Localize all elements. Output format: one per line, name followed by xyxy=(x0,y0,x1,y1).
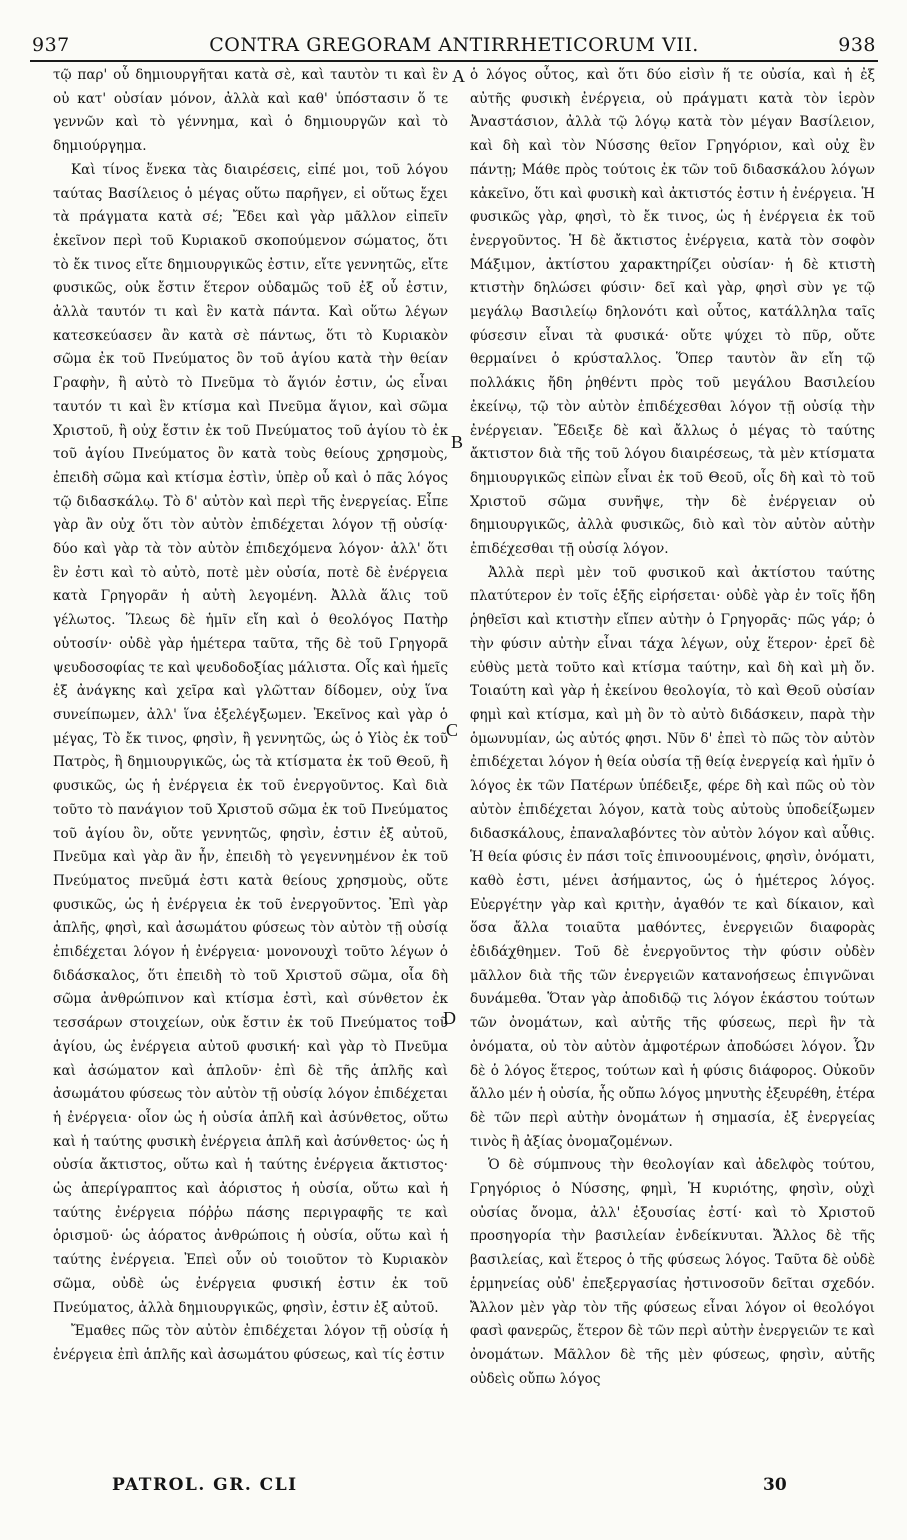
right-paragraph-1: ὁ λόγος οὗτος, καὶ ὅτι δύο εἰσὶν ἥ τε οὐσία, καὶ ἡ ἐξ αὐτῆς φυσικὴ ἐνέργεια, οὐ πράγματι κατὰ τὸν ἱερὸν Ἀναστάσιον, ἀλλὰ τῷ λόγῳ κατὰ τὸν μέγαν Βασίλειον, καὶ δὴ καὶ τὸν Νύσσης θεῖον Γρηγόριον, καὶ οὐχ ἓν πάντῃ; Μάθε πρὸς τούτοις ἐκ τῶν τοῦ διδασκάλου λόγων κἀκεῖνο, ὅτι καὶ φυσικὴ καὶ ἀκτιστός ἐστιν ἡ ἐνέργεια. Ἡ φυσικῶς γὰρ, φησὶ, τὸ ἔκ τινος, ὡς ἡ ἐνέργεια ἐκ τοῦ ἐνεργοῦντος. Ἡ δὲ ἄκτιστος ἐνέργεια, κατὰ τὸν σοφὸν Μάξιμον, ἀκτίστου χαρακτηρίζει οὐσίαν· ἡ δὲ κτιστὴ κτιστὴν δηλώσει φύσιν· δεῖ καὶ γὰρ, φησὶ σὺν γε τῷ μεγάλῳ Βασιλείῳ δηλονότι καὶ οὗτος, κατάλληλα ταῖς φύσεσιν εἶναι τὰ φυσικά· οὔτε ψύχει τὸ πῦρ, οὔτε θερμαίνει ὁ κρύσταλλος. Ὅπερ ταυτὸν ἂν εἴη τῷ πολλάκις ἤδη ῥηθέντι πρὸς τοῦ μεγάλου Βασιλείου ἐκείνῳ, τῷ τὸν αὐτὸν ἐπιδέχεσθαι λόγον τῇ οὐσίᾳ τὴν ἐνέργειαν. Ἔδειξε δὲ καὶ ἄλλως ὁ μέγας τὸ ταύτης ἄκτιστον διὰ τῆς τοῦ λόγου διαιρέσεως, τὰ μὲν κτίσματα δημιουργικῶς εἰπὼν εἶναι ἐκ τοῦ Θεοῦ, οἷς δὴ καὶ τὸ τοῦ Χριστοῦ σῶμα συνῆψε, τὴν δὲ ἐνέργειαν οὐ δημιουργικῶς, ἀλλὰ φυσικῶς, διὸ καὶ τὸν αὐτὸν αὐτὴν ἐπιδέχεσθαι τῇ οὐσίᾳ λόγον. xyxy=(470,67,875,558)
margin-letter-c: C xyxy=(446,720,459,740)
right-paragraph-2: Ἀλλὰ περὶ μὲν τοῦ φυσικοῦ καὶ ἀκτίστου ταύτης πλατύτερον ἐν τοῖς ἑξῆς εἰρήσεται· οὐδὲ γὰρ ἐν τοῖς ἤδη ῥηθεῖσι καὶ κτιστὴν εἴπεν αὐτὴν ὁ Γρηγορᾶς· πῶς γάρ; ὁ τὴν φύσιν αὐτὴν εἶναι τάχα λέγων, οὐχ ἕτερον· ἐρεῖ δὲ εὐθὺς μετὰ τοῦτο καὶ κτίσμα ταύτην, καὶ δὴ καὶ μὴ ὄν. Τοιαύτη καὶ γὰρ ἡ ἐκείνου θεολογία, τὸ καὶ Θεοῦ οὐσίαν φημὶ καὶ κτίσμα, καὶ μὴ ὂν τὸ αὐτὸ διδάσκειν, παρὰ τὴν ὁμωνυμίαν, ὡς αὐτός φησι. Νῦν δ' ἐπεὶ τὸ πῶς τὸν αὐτὸν ἐπιδέχεται λόγον ἡ θεία οὐσία τῇ θείᾳ ἐνεργείᾳ καὶ ἡμῖν ὁ λόγος ἐκ τῶν Πατέρων ὑπέδειξε, φέρε δὴ καὶ πῶς οὐ τὸν αὐτὸν ἐπιδέχεται λόγον, κατὰ τοὺς αὐτοὺς ὑποδείξωμεν διδασκάλους, ἐπαναλαβόντες τὸν αὐτὸν λόγον καὶ αὖθις. Ἡ θεία φύσις ἐν πάσι τοῖς ἐπινοουμένοις, φησὶν, ὀνόματι, καθὸ ἐστι, μένει ἀσήμαντος, ὡς ὁ ἡμέτερος λόγος. Εὐεργέτην γὰρ καὶ κριτὴν, ἀγαθόν τε καὶ δίκαιον, καὶ ὅσα ἄλλα τοιαῦτα μαθόντες, ἐνεργειῶν διαφορὰς ἐδιδάχθημεν. Τοῦ δὲ ἐνεργοῦντος τὴν φύσιν οὐδὲν μᾶλλον διὰ τῆς τῶν ἐνεργειῶν κατανοήσεως ἐπιγνῶναι δυνάμεθα. Ὅταν γὰρ ἀποδιδῷ τις λόγον ἑκάστου τούτων τῶν ὀνομάτων, καὶ αὐτῆς τῆς φύσεως, περὶ ἣν τὰ ὀνόματα, οὐ τὸν αὐτὸν ἀμφοτέρων ἀποδώσει λόγον. Ὧν δὲ ὁ λόγος ἕτερος, τούτων καὶ ἡ φύσις διάφορος. Οὐκοῦν ἄλλο μέν ἡ οὐσία, ἧς οὔπω λόγος μηνυτὴς ἐξευρέθη, ἑτέρα δὲ τῶν περὶ αὐτὴν ὀνομάτων ἡ σημασία, ἐξ ἐνεργείας τινὸς ἢ ἀξίας ὀνομαζομένων. xyxy=(470,564,875,1150)
right-paragraph-3: Ὁ δὲ σύμπνους τὴν θεολογίαν καὶ ἀδελφὸς τούτου, Γρηγόριος ὁ Νύσσης, φημὶ, Ἡ κυριότης, φησὶν, οὐχὶ οὐσίας ὄνομα, ἀλλ' ἐξουσίας ἐστί· καὶ τὸ Χριστοῦ προσηγορία τὴν βασιλείαν ἐνδείκνυται. Ἄλλος δὲ τῆς βασιλείας, καὶ ἕτερος ὁ τῆς φύσεως λόγος. Ταῦτα δὲ οὐδὲ ἑρμηνείας οὐδ' ἐπεξεργασίας ἠστινοσοῦν δεῖται σχεδόν. Ἄλλον μὲν γὰρ τὸν τῆς φύσεως εἶναι λόγον οἱ θεολόγοι φασὶ φανερῶς, ἕτερον δὲ τῶν περὶ αὐτὴν ἐνεργειῶν τε καὶ ὀνομάτων. Μᾶλλον δὲ τῆς μὲν φύσεως, φησὶν, αὐτῆς οὐδεὶς οὔπω λόγος xyxy=(470,1157,875,1387)
running-title: CONTRA GREGORAM ANTIRRHETICORUM VII. xyxy=(209,34,699,56)
page-number-right: 938 xyxy=(838,34,876,56)
margin-letter-b: B xyxy=(451,432,464,452)
page-header xyxy=(30,26,878,62)
right-column xyxy=(470,64,875,1391)
margin-letter-d: D xyxy=(443,1008,456,1028)
margin-letter-a: A xyxy=(452,66,465,86)
left-paragraph-1: τῷ παρ' οὗ δημιουργῆται κατὰ σὲ, καὶ ταυτὸν τι καὶ ἓν οὐ κατ' οὐσίαν μόνον, ἀλλὰ καὶ καθ' ὑπόστασιν ὅ τε γεννῶν καὶ τὸ γέννημα, καὶ ὁ δημιουργῶν καὶ τὸ δημιούργημα. xyxy=(53,67,448,155)
left-paragraph-3: Ἔμαθες πῶς τὸν αὐτὸν ἐπιδέχεται λόγον τῇ οὐσίᾳ ἡ ἐνέργεια ἐπὶ ἁπλῆς καὶ ἀσωμάτου φύσεως, καὶ τίς ἐστιν xyxy=(53,1323,448,1363)
left-column xyxy=(53,64,448,1368)
page-number-left: 937 xyxy=(32,34,70,56)
left-paragraph-2: Καὶ τίνος ἕνεκα τὰς διαιρέσεις, εἰπέ μοι, τοῦ λόγου ταύτας Βασίλειος ὁ μέγας οὕτω παρῆγεν, εἰ οὕτως ἔχει τὰ πράγματα κατὰ σέ; Ἔδει καὶ γὰρ μᾶλλον εἰπεῖν ἐκεῖνον περὶ τοῦ Κυριακοῦ σκοπούμενον σώματος, ὅτι τὸ ἔκ τινος εἴτε δημιουργικῶς ἐστιν, εἴτε γεννητῶς, εἴτε φυσικῶς, οὐκ ἔστιν ἕτερον οὐδαμῶς τοῦ ἐξ οὗ ἐστιν, ἀλλὰ ταυτόν τι καὶ ἓν κατὰ πάντα. Καὶ οὕτω λέγων κατεσκεύασεν ἂν κατὰ σὲ πάντως, ὅτι τὸ Κυριακὸν σῶμα ἐκ τοῦ Πνεύματος ὂν τοῦ ἁγίου κατὰ τὴν θείαν Γραφὴν, ἢ αὐτὸ τὸ Πνεῦμα τὸ ἅγιόν ἐστιν, ὡς εἶναι ταυτόν τι καὶ ἓν κτίσμα καὶ Πνεῦμα ἅγιον, καὶ σῶμα Χριστοῦ, ἢ οὐχ ἔστιν ἐκ τοῦ Πνεύματος τοῦ ἁγίου τὸ ἐκ τοῦ ἁγίου Πνεύματος ὂν κατὰ τοὺς θείους χρησμοὺς, ἐπειδὴ σῶμα καὶ κτίσμα ἐστὶν, ὑπὲρ οὗ καὶ ὁ πᾶς λόγος τῷ διδασκάλῳ. Τὸ δ' αὐτὸν καὶ περὶ τῆς ἐνεργείας. Εἶπε γὰρ ἂν οὐχ ὅτι τὸν αὐτὸν ἐπιδέχεται λόγον τῇ οὐσίᾳ· δύο καὶ γὰρ τὰ τὸν αὐτὸν ἐπιδεχόμενα λόγον· ἀλλ' ὅτι ἓν ἐστι καὶ τὸ αὐτὸ, ποτὲ μὲν οὐσία, ποτὲ δὲ ἐνέργεια κατὰ Γρηγορᾶν ἡ αὐτὴ λεγομένη. Ἀλλὰ ἅλις τοῦ γέλωτος. Ἵλεως δὲ ἡμῖν εἴη καὶ ὁ θεολόγος Πατὴρ οὑτοσίν· οὐδὲ γὰρ ἡμέτερα ταῦτα, τῆς δὲ τοῦ Γρηγορᾶ ψευδοσοφίας τε καὶ ψευδοδοξίας μάλιστα. Οἷς καὶ ἡμεῖς ἐξ ἀνάγκης καὶ χεῖρα καὶ γλῶτταν δίδομεν, οὐχ ἵνα συνείπωμεν, ἀλλ' ἵνα ἐξελέγξωμεν. Ἐκεῖνος καὶ γὰρ ὁ μέγας, Τὸ ἔκ τινος, φησὶν, ἢ γεννητῶς, ὡς ὁ Υἱὸς ἐκ τοῦ Πατρὸς, ἢ δημιουργικῶς, ὡς τὰ κτίσματα ἐκ τοῦ Θεοῦ, ἢ φυσικῶς, ὡς ἡ ἐνέργεια ἐκ τοῦ ἐνεργοῦντος. Καὶ διὰ τοῦτο τὸ πανάγιον τοῦ Χριστοῦ σῶμα ἐκ τοῦ Πνεύματος τοῦ ἁγίου ὂν, οὔτε γεννητῶς, φησὶν, ἐστιν ἐξ αὐτοῦ, Πνεῦμα καὶ γὰρ ἂν ἦν, ἐπειδὴ τὸ γεγεννημένον ἐκ τοῦ Πνεύματος πνεῦμά ἐστι κατὰ θείους χρησμοὺς, οὔτε φυσικῶς, ὡς ἡ ἐνέργεια ἐκ τοῦ ἐνεργοῦντος. Ἐπὶ γὰρ ἁπλῆς, φησὶ, καὶ ἀσωμάτου φύσεως τὸν αὐτὸν τῇ οὐσίᾳ ἐπιδέχεται λόγον ἡ ἐνέργεια· μονονουχὶ τοῦτο λέγων ὁ διδάσκαλος, ὅτι ἐπειδὴ τὸ τοῦ Χριστοῦ σῶμα, οἷα δὴ σῶμα ἀνθρώπινον καὶ κτίσμα ἐστὶ, καὶ σύνθετον ἐκ τεσσάρων στοιχείων, οὐκ ἔστιν ἐκ τοῦ Πνεύματος τοῦ ἁγίου, ὡς ἐνέργεια αὐτοῦ φυσική· καὶ γὰρ τὸ Πνεῦμα καὶ ἀσώματον καὶ ἁπλοῦν· ἐπὶ δὲ τῆς ἁπλῆς καὶ ἀσωμάτου φύσεως τὸν αὐτὸν τῇ οὐσίᾳ λόγον ἐπιδέχεται ἡ ἐνέργεια· οἷον ὡς ἡ οὐσία ἁπλῆ καὶ ἀσύνθετος, οὕτω καὶ ἡ ταύτης φυσικὴ ἐνέργεια ἁπλῆ καὶ ἀσύνθετος· ὡς ἡ οὐσία ἄκτιστος, οὕτω καὶ ἡ ταύτης ἐνέργεια ἄκτιστος· ὡς ἀπερίγραπτος καὶ ἀόριστος ἡ οὐσία, οὕτω καὶ ἡ ταύτης ἐνέργεια πόῤῥω πάσης περιγραφῆς τε καὶ ὁρισμοῦ· ὡς ἀόρατος ἀνθρώποις ἡ οὐσία, οὕτω καὶ ἡ ταύτης ἐνέργεια. Ἐπεὶ οὖν οὐ τοιοῦτον τὸ Κυριακὸν σῶμα, οὐδὲ ὡς ἐνέργεια φυσική ἐστιν ἐκ τοῦ Πνεύματος, ἀλλὰ δημιουργικῶς, φησὶν, ἐστιν ἐξ αὐτοῦ. xyxy=(53,161,448,1316)
footer-signature-number: 30 xyxy=(763,1475,787,1495)
footer-series-label: PATROL. GR. CLI xyxy=(112,1475,298,1495)
